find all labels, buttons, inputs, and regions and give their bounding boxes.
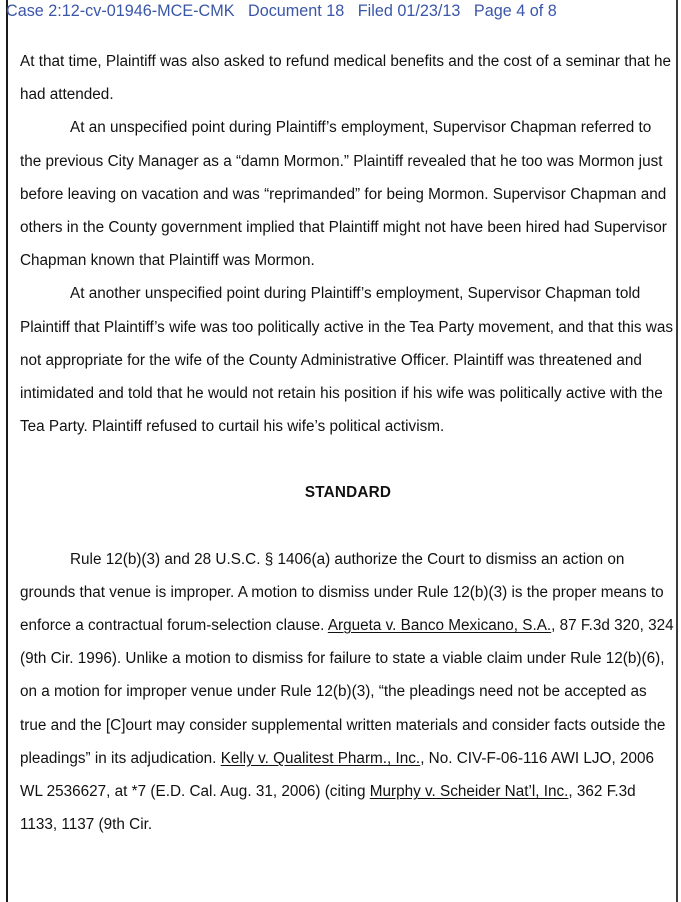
paragraph-mormon: At an unspecified point during Plaintiff’s employment, Supervisor Chapman referred to the previous City Manager as a “damn Mormon.” Plaintiff revealed that he too was Mormon just before leaving on vacation and was “reprimanded” for being Mormon. Supervisor Chapman and others in the County government implied that Plaintiff might not have been hired had Supervisor Chapman known that Plaintiff was Mormon. bbox=[20, 119, 667, 270]
page-indicator: Page 4 of 8 bbox=[473, 2, 557, 20]
paragraph-refund: At that time, Plaintiff was also asked to refund medical benefits and the cost of a seminar that he had attended. bbox=[20, 53, 672, 104]
page-right-border bbox=[676, 0, 678, 902]
case-citation-kelly: Kelly v. Qualitest Pharm., Inc. bbox=[220, 749, 421, 767]
document-number: Document 18 bbox=[248, 2, 345, 20]
paragraph-standard bbox=[20, 543, 676, 842]
case-citation-argueta: Argueta v. Banco Mexicano, S.A. bbox=[327, 617, 552, 635]
filing-header bbox=[6, 0, 626, 23]
standard-text-1: Rule 12(b)(3) and 28 U.S.C. § 1406(a) authorize the Court to dismiss an action on grounds that venue is improper. A motion to dismiss under Rule 12(b)(3) is the proper means to enforce a contractual forum-selection clause. bbox=[20, 550, 664, 635]
case-citation-murphy: Murphy v. Scheider Nat’l, Inc. bbox=[369, 783, 569, 801]
page-left-border bbox=[6, 0, 8, 902]
document-body bbox=[20, 45, 676, 841]
standard-text-2: , 87 F.3d 320, 324 (9th Cir. 1996). Unlike a motion to dismiss for failure to state a viable claim under Rule 12(b)(6), on a motion for improper venue under Rule 12(b)(3), “the pleadings need not be accepted as true and the [C]ourt may consider supplemental written materials and consider facts outside the pleadings” in its adjudication. bbox=[20, 617, 674, 767]
filed-date: Filed 01/23/13 bbox=[357, 2, 461, 20]
standard-text-3: , No. CIV-F-06-116 AWI LJO, 2006 WL 2536627, at *7 (E.D. Cal. Aug. 31, 2006) (citing bbox=[20, 749, 654, 801]
standard-text-4: , 362 F.3d 1133, 1137 (9th Cir. bbox=[20, 783, 636, 834]
case-number: Case 2:12-cv-01946-MCE-CMK bbox=[6, 2, 235, 20]
paragraph-tea-party: At another unspecified point during Plaintiff’s employment, Supervisor Chapman told Plaintiff that Plaintiff’s wife was too politically active in the Tea Party movement, and that this was not appropriate for the wife of the County Administrative Officer. Plaintiff was threatened and intimidated and told that he would not retain his position if his wife was politically active with the Tea Party. Plaintiff refused to curtail his wife’s political activism. bbox=[20, 285, 673, 436]
section-heading: STANDARD bbox=[304, 484, 392, 502]
